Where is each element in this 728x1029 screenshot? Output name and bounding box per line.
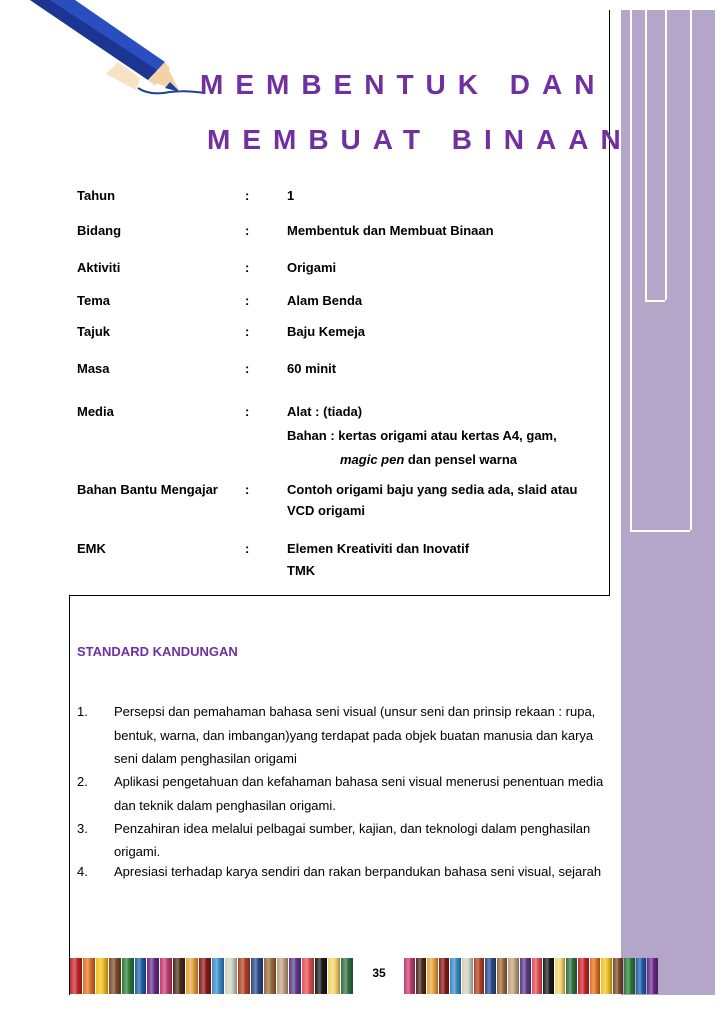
media-bahan-cont [340, 452, 517, 467]
decorative-line [645, 10, 647, 300]
pencil-decoration [520, 958, 531, 994]
list-item-line: bentuk, warna, dan imbangan)yang terdapat pada objek buatan manusia dan karya [114, 728, 594, 743]
bidang-value: Membentuk dan Membuat Binaan [287, 223, 494, 238]
media-rest: dan pensel warna [404, 452, 517, 467]
emk-value-line-2: TMK [287, 563, 316, 578]
pencil-decoration [70, 958, 82, 994]
media-alat: Alat : (tiada) [287, 404, 363, 419]
pencil-decoration [624, 958, 635, 994]
colon: : [245, 541, 250, 556]
colon: : [245, 482, 250, 497]
pencil-decoration [439, 958, 450, 994]
pencil-decoration [601, 958, 612, 994]
pencil-decoration [532, 958, 543, 994]
tajuk-value: Baju Kemeja [287, 324, 366, 339]
pencil-decoration [225, 958, 237, 994]
frame-line [69, 595, 70, 995]
pencil-decoration [199, 958, 211, 994]
list-number: 4. [77, 864, 88, 879]
masa-label: Masa [77, 361, 110, 376]
pencil-decoration [96, 958, 108, 994]
decorative-line [690, 10, 692, 530]
pencil-decoration [636, 958, 647, 994]
list-number: 2. [77, 774, 88, 789]
colon: : [245, 188, 250, 203]
colored-pencils-left [70, 958, 354, 994]
emk-value-line-1: Elemen Kreativiti dan Inovatif [287, 541, 470, 556]
pencil-decoration [135, 958, 147, 994]
list-item-line: Apresiasi terhadap karya sendiri dan rakan berpandukan bahasa seni visual, sejarah [114, 864, 602, 879]
list-item-line: seni dalam penghasilan origami [114, 751, 297, 766]
pencil-decoration [578, 958, 589, 994]
pencil-decoration [328, 958, 340, 994]
pencil-decoration [566, 958, 577, 994]
pencil-decoration [251, 958, 263, 994]
list-item-line: Persepsi dan pemahaman bahasa seni visual (unsur seni dan prinsip rekaan : rupa, [114, 704, 596, 719]
tahun-value: 1 [287, 188, 295, 203]
aktiviti-value: Origami [287, 260, 337, 275]
pencil-decoration [450, 958, 461, 994]
pencil-decoration [212, 958, 224, 994]
pencil-decoration [302, 958, 314, 994]
emk-label: EMK [77, 541, 106, 556]
list-number: 1. [77, 704, 88, 719]
pencil-decoration [122, 958, 134, 994]
list-item-line: dan teknik dalam penghasilan origami. [114, 798, 336, 813]
tema-value: Alam Benda [287, 293, 363, 308]
list-item-line: Aplikasi pengetahuan dan kefahaman bahasa seni visual menerusi penentuan media [114, 774, 604, 789]
bbm-label: Bahan Bantu Mengajar [77, 482, 218, 497]
pencil-decoration [427, 958, 438, 994]
pencil-decoration [416, 958, 427, 994]
colon: : [245, 260, 250, 275]
pencil-decoration [462, 958, 473, 994]
page-title-line-1: MEMBENTUK DAN [200, 69, 607, 100]
pencil-decoration [613, 958, 624, 994]
media-italic: magic pen [340, 452, 405, 467]
pencil-decoration [543, 958, 554, 994]
tahun-label: Tahun [77, 188, 116, 203]
pencil-decoration [315, 958, 327, 994]
tema-label: Tema [77, 293, 110, 308]
pencil-decoration [160, 958, 172, 994]
page-title-line-2: MEMBUAT BINAAN [207, 124, 633, 155]
list-item-line: origami. [114, 844, 161, 859]
colored-pencils-right [404, 958, 659, 994]
frame-line [69, 595, 610, 596]
pencil-decoration [508, 958, 519, 994]
masa-value: 60 minit [287, 361, 337, 376]
decorative-line [645, 300, 665, 302]
pencil-decoration [404, 958, 415, 994]
pencil-decoration [289, 958, 301, 994]
pencil-decoration [238, 958, 250, 994]
pencil-decoration [497, 958, 508, 994]
pencil-decoration [277, 958, 289, 994]
frame-line [609, 10, 610, 595]
media-bahan: Bahan : kertas origami atau kertas A4, gam, [287, 428, 557, 443]
pencil-decoration [264, 958, 276, 994]
pencil-decoration [474, 958, 485, 994]
bidang-label: Bidang [77, 223, 122, 238]
colon: : [245, 324, 250, 339]
pencil-decoration [186, 958, 198, 994]
pencil-icon [10, 0, 210, 105]
colon: : [245, 361, 250, 376]
colon: : [245, 293, 250, 308]
pencil-decoration [147, 958, 159, 994]
bbm-value-line-1: Contoh origami baju yang sedia ada, slaid atau [287, 482, 578, 497]
pencil-decoration [647, 958, 658, 994]
pencil-decoration [555, 958, 566, 994]
pencil-decoration [173, 958, 185, 994]
page-number: 35 [354, 958, 404, 994]
decorative-line [630, 10, 632, 530]
pencil-decoration [109, 958, 121, 994]
decorative-line [630, 530, 690, 532]
pencil-decoration [590, 958, 601, 994]
section-title-standard-kandungan: STANDARD KANDUNGAN [77, 644, 238, 659]
colon: : [245, 223, 250, 238]
decorative-line [665, 10, 667, 300]
colon: : [245, 404, 250, 419]
pencil-decoration [83, 958, 95, 994]
decorative-purple-band [621, 10, 715, 995]
pencil-decoration [341, 958, 353, 994]
tajuk-label: Tajuk [77, 324, 110, 339]
list-number: 3. [77, 821, 88, 836]
aktiviti-label: Aktiviti [77, 260, 121, 275]
pencil-decoration [485, 958, 496, 994]
media-label: Media [77, 404, 114, 419]
list-item-line: Penzahiran idea melalui pelbagai sumber, kajian, dan teknologi dalam penghasilan [114, 821, 591, 836]
bbm-value-line-2: VCD origami [287, 503, 366, 518]
